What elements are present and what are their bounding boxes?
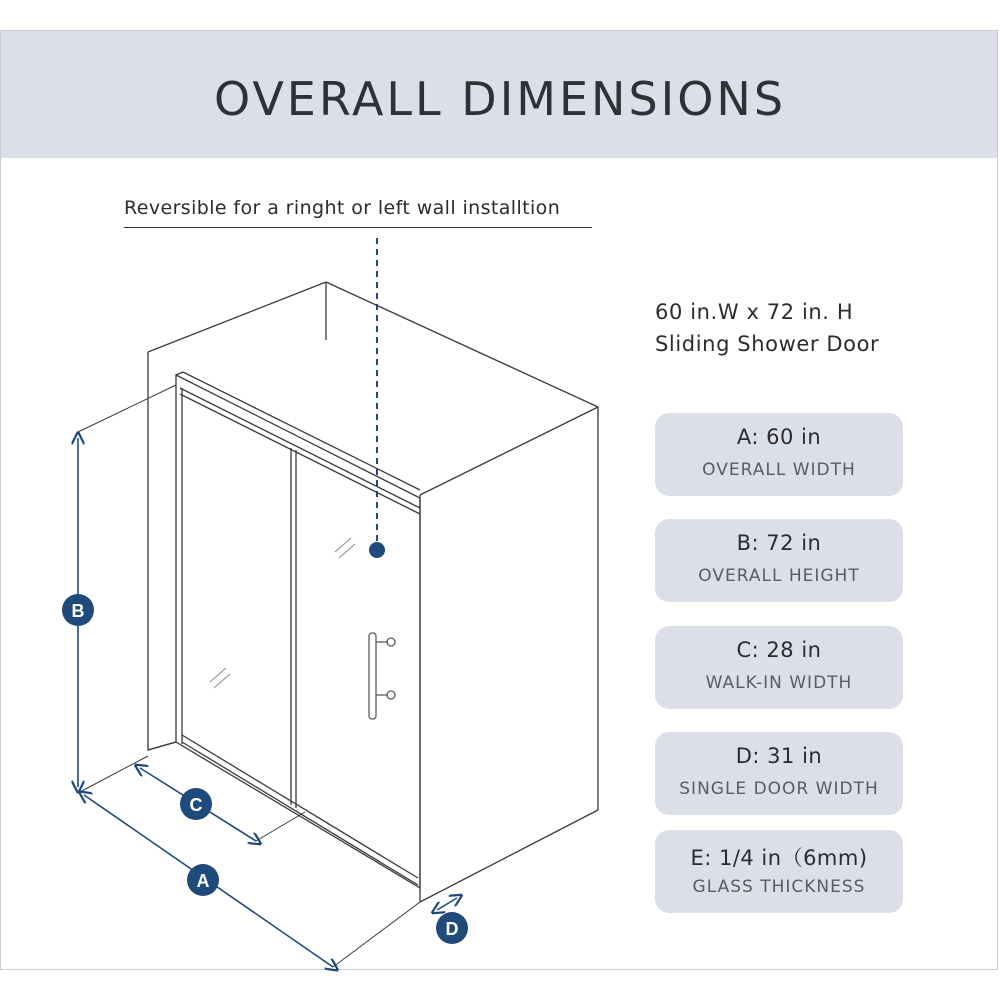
back-wall-top-left — [148, 282, 326, 352]
spec-label: GLASS THICKNESS — [692, 877, 866, 897]
product-size: 60 in.W x 72 in. H — [655, 300, 854, 324]
reversible-note: Reversible for a ringht or left wall installtion — [124, 197, 561, 219]
spec-label: OVERALL HEIGHT — [698, 566, 860, 586]
dimension-a — [84, 795, 420, 967]
back-wall-top-edge — [326, 282, 598, 407]
marker-c-label: C — [189, 795, 203, 815]
side-wall-top — [420, 407, 598, 495]
spec-label: OVERALL WIDTH — [702, 460, 856, 480]
header-rail-top — [176, 372, 183, 375]
header-rail-inner — [180, 388, 420, 508]
spec-value: A: 60 in — [736, 425, 822, 449]
dimension-b — [62, 385, 176, 793]
marker-a-label: A — [196, 871, 210, 891]
product-type: Sliding Shower Door — [655, 332, 880, 356]
side-wall-bottom — [420, 810, 598, 902]
door-handle — [369, 633, 395, 719]
bottom-track-2 — [182, 742, 418, 885]
bottom-track — [182, 735, 418, 878]
spec-value: C: 28 in — [736, 638, 822, 662]
glass-glare-marks — [210, 538, 355, 688]
spec-value: D: 31 in — [735, 744, 823, 768]
dimension-d — [436, 898, 468, 944]
back-wall-outline — [148, 352, 176, 750]
page-title: OVERALL DIMENSIONS — [213, 72, 787, 126]
floor-left — [148, 742, 176, 750]
spec-label: SINGLE DOOR WIDTH — [679, 779, 879, 799]
header-rail-top-edge — [183, 372, 420, 490]
spec-value: E: 1/4 in（6mm) — [690, 846, 868, 870]
spec-label: WALK-IN WIDTH — [705, 673, 853, 693]
frame-outline — [176, 375, 420, 888]
spec-value: B: 72 in — [736, 531, 822, 555]
marker-d-label: D — [445, 919, 459, 939]
header-rail-inner-2 — [180, 394, 420, 514]
reversible-indicator — [369, 238, 385, 558]
enclosure-walls — [148, 282, 598, 902]
marker-b-label: B — [71, 601, 85, 621]
